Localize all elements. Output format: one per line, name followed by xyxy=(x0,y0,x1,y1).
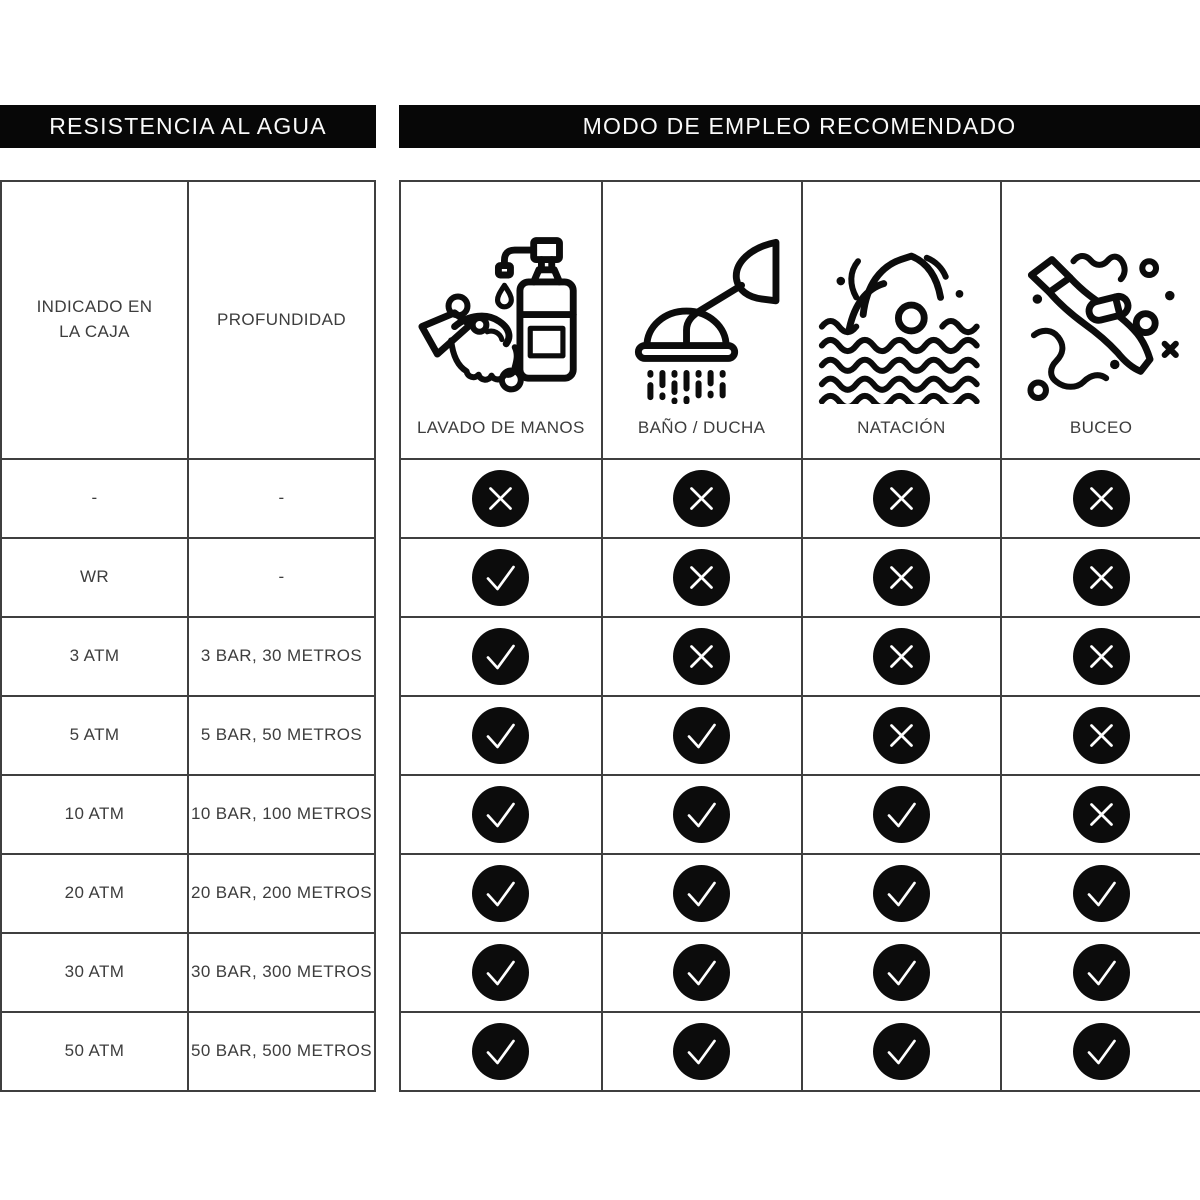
usage-not-allowed-mark xyxy=(401,458,601,537)
usage-not-allowed-mark xyxy=(601,616,801,695)
column-label-lavado-de-manos: LAVADO DE MANOS xyxy=(416,418,585,438)
box-code-cell: 50 ATM xyxy=(2,1011,187,1090)
box-code-cell: 5 ATM xyxy=(2,695,187,774)
usage-not-allowed-mark xyxy=(1000,616,1200,695)
usage-allowed-mark xyxy=(401,695,601,774)
usage-not-allowed-mark xyxy=(801,458,1001,537)
usage-allowed-mark xyxy=(801,853,1001,932)
usage-allowed-mark xyxy=(401,774,601,853)
usage-table xyxy=(399,180,1200,1092)
usage-not-allowed-mark xyxy=(801,695,1001,774)
scuba-diving-icon xyxy=(1015,232,1187,404)
depth-cell: 30 BAR, 300 METROS xyxy=(187,932,374,1011)
usage-not-allowed-mark xyxy=(1000,537,1200,616)
depth-cell: 5 BAR, 50 METROS xyxy=(187,695,374,774)
usage-allowed-mark xyxy=(401,1011,601,1090)
depth-cell: 20 BAR, 200 METROS xyxy=(187,853,374,932)
shower-icon xyxy=(616,232,788,404)
column-header-bano-ducha xyxy=(601,182,801,458)
depth-cell: - xyxy=(187,458,374,537)
usage-allowed-mark xyxy=(401,932,601,1011)
usage-not-allowed-mark xyxy=(1000,695,1200,774)
usage-not-allowed-mark xyxy=(801,537,1001,616)
box-code-cell: WR xyxy=(2,537,187,616)
column-header-lavado-de-manos xyxy=(401,182,601,458)
column-label-bano-ducha: BAÑO / DUCHA xyxy=(637,418,766,438)
usage-allowed-mark xyxy=(801,774,1001,853)
hand-washing-icon xyxy=(415,232,587,404)
usage-allowed-mark xyxy=(601,932,801,1011)
usage-allowed-mark xyxy=(601,774,801,853)
box-code-cell: 10 ATM xyxy=(2,774,187,853)
column-header-indicado-en-la-caja: INDICADO EN LA CAJA xyxy=(36,297,153,341)
usage-allowed-mark xyxy=(401,853,601,932)
recommended-usage-title: MODO DE EMPLEO RECOMENDADO xyxy=(582,113,1017,139)
depth-cell: - xyxy=(187,537,374,616)
water-resistance-table xyxy=(0,180,376,1092)
column-header-buceo xyxy=(1000,182,1200,458)
box-code-cell: - xyxy=(2,458,187,537)
usage-allowed-mark xyxy=(401,616,601,695)
usage-allowed-mark xyxy=(601,1011,801,1090)
column-header-profundidad: PROFUNDIDAD xyxy=(187,182,374,458)
usage-allowed-mark xyxy=(801,932,1001,1011)
usage-allowed-mark xyxy=(601,695,801,774)
column-label-natacion: NATACIÓN xyxy=(857,418,946,438)
water-resistance-header-bar xyxy=(0,105,376,148)
usage-not-allowed-mark xyxy=(601,458,801,537)
recommended-usage-header-bar xyxy=(399,105,1200,148)
usage-allowed-mark xyxy=(801,1011,1001,1090)
usage-not-allowed-mark xyxy=(601,537,801,616)
column-label-buceo: BUCEO xyxy=(1069,418,1133,438)
box-code-cell: 3 ATM xyxy=(2,616,187,695)
usage-allowed-mark xyxy=(401,537,601,616)
column-header-natacion xyxy=(801,182,1001,458)
depth-cell: 10 BAR, 100 METROS xyxy=(187,774,374,853)
usage-allowed-mark xyxy=(1000,853,1200,932)
usage-not-allowed-mark xyxy=(1000,458,1200,537)
water-resistance-title: RESISTENCIA AL AGUA xyxy=(49,113,327,139)
box-code-cell: 30 ATM xyxy=(2,932,187,1011)
usage-allowed-mark xyxy=(1000,1011,1200,1090)
depth-cell: 3 BAR, 30 METROS xyxy=(187,616,374,695)
swimming-icon xyxy=(815,232,987,404)
usage-not-allowed-mark xyxy=(801,616,1001,695)
usage-not-allowed-mark xyxy=(1000,774,1200,853)
depth-cell: 50 BAR, 500 METROS xyxy=(187,1011,374,1090)
usage-allowed-mark xyxy=(601,853,801,932)
usage-allowed-mark xyxy=(1000,932,1200,1011)
box-code-cell: 20 ATM xyxy=(2,853,187,932)
